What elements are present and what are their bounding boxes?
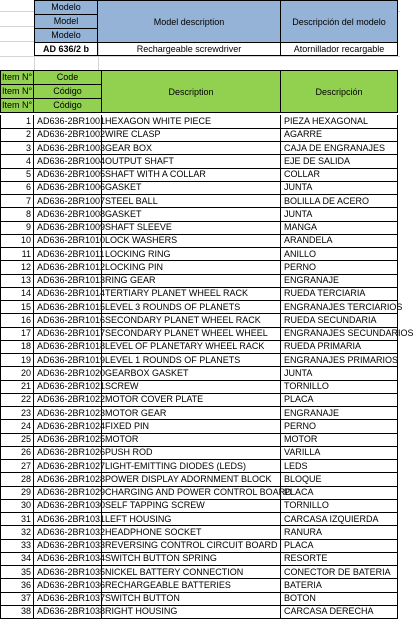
item-number-cell[interactable]: 29 — [0, 486, 34, 500]
code-cell[interactable]: AD636-2BR1038 — [34, 605, 102, 619]
item-number-cell[interactable]: 12 — [0, 261, 34, 275]
item-number-cell[interactable]: 15 — [0, 301, 34, 315]
descripcion-cell[interactable]: JUNTA — [281, 208, 398, 222]
descripcion-cell[interactable]: CONECTOR DE BATERIA — [281, 566, 398, 580]
item-number-cell[interactable]: 33 — [0, 539, 34, 553]
code-cell[interactable]: AD636-2BR1008 — [34, 208, 102, 222]
code-cell[interactable]: AD636-2BR1021 — [34, 380, 102, 394]
description-cell[interactable]: LIGHT-EMITTING DIODES (LEDS) — [102, 460, 281, 474]
description-cell[interactable]: SHAFT WITH A COLLAR — [102, 168, 281, 182]
item-number-cell[interactable]: 31 — [0, 513, 34, 527]
description-cell[interactable]: SECONDARY PLANET WHEEL WHEEL — [102, 327, 281, 341]
descripcion-cell[interactable]: PERNO — [281, 261, 398, 275]
item-number-cell[interactable]: 36 — [0, 579, 34, 593]
descripcion-cell[interactable]: RUEDA TERCIARIA — [281, 287, 398, 301]
item-number-header[interactable]: Item N° — [2, 86, 33, 96]
description-cell[interactable]: STEEL BALL — [102, 195, 281, 209]
description-cell[interactable]: PUSH ROD — [102, 446, 281, 460]
description-cell[interactable]: LEVEL 3 ROUNDS OF PLANETS — [102, 301, 281, 315]
description-cell[interactable]: SCREW — [102, 380, 281, 394]
model-description-header[interactable]: Model description — [98, 0, 281, 42]
code-cell[interactable]: AD636-2BR1023 — [34, 407, 102, 421]
item-number-cell[interactable]: 22 — [0, 393, 34, 407]
descripcion-modelo-value[interactable]: Atornillador recargable — [281, 42, 398, 56]
description-cell[interactable]: FIXED PIN — [102, 420, 281, 434]
item-number-cell[interactable]: 5 — [0, 168, 34, 182]
code-cell[interactable]: AD636-2BR1029 — [34, 486, 102, 500]
item-number-cell[interactable]: 10 — [0, 234, 34, 248]
code-cell[interactable]: AD636-2BR1028 — [34, 473, 102, 487]
item-number-cell[interactable]: 37 — [0, 592, 34, 606]
code-cell[interactable]: AD636-2BR1004 — [34, 155, 102, 169]
code-cell[interactable]: AD636-2BR1034 — [34, 552, 102, 566]
item-number-cell[interactable]: 20 — [0, 367, 34, 381]
item-number-cell[interactable]: 38 — [0, 605, 34, 619]
code-cell[interactable]: AD636-2BR1030 — [34, 499, 102, 513]
item-number-cell[interactable]: 30 — [0, 499, 34, 513]
descripcion-cell[interactable]: MANGA — [281, 221, 398, 235]
item-number-cell[interactable]: 7 — [0, 195, 34, 209]
description-cell[interactable]: SECONDARY PLANET WHEEL RACK — [102, 314, 281, 328]
item-number-cell[interactable]: 16 — [0, 314, 34, 328]
code-cell[interactable]: AD636-2BR1011 — [34, 248, 102, 262]
item-number-cell[interactable]: 21 — [0, 380, 34, 394]
item-number-cell[interactable]: 4 — [0, 155, 34, 169]
code-cell[interactable]: AD636-2BR1019 — [34, 354, 102, 368]
descripcion-cell[interactable]: PLACA — [281, 539, 398, 553]
description-cell[interactable]: RING GEAR — [102, 274, 281, 288]
item-number-cell[interactable]: 1 — [0, 115, 34, 129]
description-cell[interactable]: WIRE CLASP — [102, 128, 281, 142]
descripcion-cell[interactable]: CAJA DE ENGRANAJES — [281, 142, 398, 156]
descripcion-cell[interactable]: CARCASA DERECHA — [281, 605, 398, 619]
item-number-cell[interactable]: 24 — [0, 420, 34, 434]
description-cell[interactable]: SHAFT SLEEVE — [102, 221, 281, 235]
item-number-cell[interactable]: 11 — [0, 248, 34, 262]
code-header[interactable]: Código — [34, 84, 102, 98]
description-cell[interactable]: MOTOR — [102, 433, 281, 447]
code-cell[interactable]: AD636-2BR1033 — [34, 539, 102, 553]
code-cell[interactable]: AD636-2BR1032 — [34, 526, 102, 540]
code-cell[interactable]: AD636-2BR1006 — [34, 181, 102, 195]
code-cell[interactable]: AD636-2BR1031 — [34, 513, 102, 527]
code-cell[interactable]: AD636-2BR1024 — [34, 420, 102, 434]
code-cell[interactable]: AD636-2BR1014 — [34, 287, 102, 301]
code-cell[interactable]: AD636-2BR1037 — [34, 592, 102, 606]
item-number-cell[interactable]: 6 — [0, 181, 34, 195]
item-number-cell[interactable]: 13 — [0, 274, 34, 288]
code-cell[interactable]: AD636-2BR1003 — [34, 142, 102, 156]
item-number-cell[interactable]: 34 — [0, 552, 34, 566]
description-cell[interactable]: LOCK WASHERS — [102, 234, 281, 248]
descripcion-cell[interactable]: BOLILLA DE ACERO — [281, 195, 398, 209]
code-cell[interactable]: AD636-2BR1016 — [34, 314, 102, 328]
model-code-cell[interactable]: AD 636/2 b — [34, 42, 98, 56]
descripcion-cell[interactable]: PERNO — [281, 420, 398, 434]
item-number-cell[interactable]: 9 — [0, 221, 34, 235]
description-cell[interactable]: OUTPUT SHAFT — [102, 155, 281, 169]
item-number-cell[interactable]: 25 — [0, 433, 34, 447]
code-header[interactable]: Código — [34, 98, 102, 113]
code-cell[interactable]: AD636-2BR1001 — [34, 115, 102, 129]
descripcion-cell[interactable]: PLACA — [281, 486, 398, 500]
item-number-cell[interactable]: 14 — [0, 287, 34, 301]
item-number-cell[interactable]: 27 — [0, 460, 34, 474]
descripcion-modelo-header[interactable]: Descripción del modelo — [281, 0, 398, 42]
descripcion-cell[interactable]: ENGRANAJE — [281, 407, 398, 421]
descripcion-cell[interactable]: JUNTA — [281, 181, 398, 195]
model-description-value[interactable]: Rechargeable screwdriver — [98, 42, 281, 56]
descripcion-header[interactable]: Descripción — [281, 70, 398, 113]
code-cell[interactable]: AD636-2BR1013 — [34, 274, 102, 288]
code-cell[interactable]: AD636-2BR1018 — [34, 340, 102, 354]
description-cell[interactable]: CHARGING AND POWER CONTROL BOARD — [102, 486, 281, 500]
code-cell[interactable]: AD636-2BR1026 — [34, 446, 102, 460]
item-number-header[interactable]: Item N° — [2, 72, 33, 82]
description-cell[interactable]: HEADPHONE SOCKET — [102, 526, 281, 540]
gridline — [0, 56, 400, 57]
descripcion-cell[interactable]: BLOQUE — [281, 473, 398, 487]
descripcion-cell[interactable]: LEDS — [281, 460, 398, 474]
item-number-cell[interactable]: 19 — [0, 354, 34, 368]
descripcion-cell[interactable]: COLLAR — [281, 168, 398, 182]
code-cell[interactable]: AD636-2BR1015 — [34, 301, 102, 315]
descripcion-cell[interactable]: CARCASA IZQUIERDA — [281, 513, 398, 527]
descripcion-cell[interactable]: RUEDA PRIMARIA — [281, 340, 398, 354]
descripcion-cell[interactable]: JUNTA — [281, 367, 398, 381]
description-cell[interactable]: MOTOR COVER PLATE — [102, 393, 281, 407]
model-label-cell[interactable]: Modelo — [34, 28, 98, 42]
item-number-cell[interactable]: 26 — [0, 446, 34, 460]
item-number-cell[interactable]: 18 — [0, 340, 34, 354]
descripcion-cell[interactable]: RUEDA SECUNDARIA — [281, 314, 398, 328]
descripcion-cell[interactable]: RANURA — [281, 526, 398, 540]
descripcion-cell[interactable]: MOTOR — [281, 433, 398, 447]
code-cell[interactable]: AD636-2BR1017 — [34, 327, 102, 341]
descripcion-cell[interactable]: ENGRANAJES TERCIARIOS — [281, 301, 398, 315]
item-number-cell[interactable]: 23 — [0, 407, 34, 421]
description-cell[interactable]: LEVEL OF PLANETARY WHEEL RACK — [102, 340, 281, 354]
descripcion-cell[interactable]: TORNILLO — [281, 499, 398, 513]
code-cell[interactable]: AD636-2BR1002 — [34, 128, 102, 142]
item-number-cell[interactable]: 35 — [0, 566, 34, 580]
gridline — [0, 26, 34, 27]
descripcion-cell[interactable]: PIEZA HEXAGONAL — [281, 115, 398, 129]
descripcion-cell[interactable]: ENGRANAJES SECUNDARIOS — [281, 327, 398, 341]
description-cell[interactable]: RECHARGEABLE BATTERIES — [102, 579, 281, 593]
descripcion-cell[interactable]: VARILLA — [281, 446, 398, 460]
descripcion-cell[interactable]: RESORTE — [281, 552, 398, 566]
descripcion-cell[interactable]: ANILLO — [281, 248, 398, 262]
code-cell[interactable]: AD636-2BR1036 — [34, 579, 102, 593]
code-cell[interactable]: AD636-2BR1022 — [34, 393, 102, 407]
item-number-cell[interactable]: 2 — [0, 128, 34, 142]
gridline — [0, 41, 34, 42]
description-cell[interactable]: SWITCH BUTTON — [102, 592, 281, 606]
descripcion-cell[interactable]: ENGRANAJE — [281, 274, 398, 288]
description-cell[interactable]: RIGHT HOUSING — [102, 605, 281, 619]
descripcion-cell[interactable]: PLACA — [281, 393, 398, 407]
item-number-cell[interactable]: 28 — [0, 473, 34, 487]
description-cell[interactable]: LOCKING PIN — [102, 261, 281, 275]
description-cell[interactable]: REVERSING CONTROL CIRCUIT BOARD — [102, 539, 281, 553]
item-number-cell[interactable]: 3 — [0, 142, 34, 156]
description-cell[interactable]: HEXAGON WHITE PIECE — [102, 115, 281, 129]
description-cell[interactable]: LEVEL 1 ROUNDS OF PLANETS — [102, 354, 281, 368]
description-cell[interactable]: MOTOR GEAR — [102, 407, 281, 421]
descripcion-cell[interactable]: TORNILLO — [281, 380, 398, 394]
description-cell[interactable]: GEARBOX GASKET — [102, 367, 281, 381]
code-cell[interactable]: AD636-2BR1025 — [34, 433, 102, 447]
item-number-cell[interactable]: 17 — [0, 327, 34, 341]
code-cell[interactable]: AD636-2BR1007 — [34, 195, 102, 209]
description-cell[interactable]: NICKEL BATTERY CONNECTION — [102, 566, 281, 580]
code-header[interactable]: Code — [34, 70, 102, 84]
descripcion-cell[interactable]: EJE DE SALIDA — [281, 155, 398, 169]
description-cell[interactable]: LOCKING RING — [102, 248, 281, 262]
description-cell[interactable]: LEFT HOUSING — [102, 513, 281, 527]
description-cell[interactable]: SELF TAPPING SCREW — [102, 499, 281, 513]
descripcion-cell[interactable]: BATERIA — [281, 579, 398, 593]
description-cell[interactable]: SWITCH BUTTON SPRING — [102, 552, 281, 566]
code-cell[interactable]: AD636-2BR1020 — [34, 367, 102, 381]
descripcion-cell[interactable]: ENGRANAJES PRIMARIOS — [281, 354, 398, 368]
model-label-cell[interactable]: Model — [34, 14, 98, 28]
description-cell[interactable]: GASKET — [102, 181, 281, 195]
code-cell[interactable]: AD636-2BR1027 — [34, 460, 102, 474]
item-number-cell[interactable]: 32 — [0, 526, 34, 540]
description-cell[interactable]: POWER DISPLAY ADORNMENT BLOCK — [102, 473, 281, 487]
descripcion-cell[interactable]: BOTON — [281, 592, 398, 606]
description-cell[interactable]: GEAR BOX — [102, 142, 281, 156]
code-cell[interactable]: AD636-2BR1035 — [34, 566, 102, 580]
description-cell[interactable]: GASKET — [102, 208, 281, 222]
item-number-header[interactable]: Item N° — [0, 98, 34, 113]
descripcion-cell[interactable]: AGARRE — [281, 128, 398, 142]
model-label-cell[interactable]: Modelo — [34, 0, 98, 14]
descripcion-cell[interactable]: ARANDELA — [281, 234, 398, 248]
code-cell[interactable]: AD636-2BR1012 — [34, 261, 102, 275]
code-cell[interactable]: AD636-2BR1009 — [34, 221, 102, 235]
item-number-cell[interactable]: 8 — [0, 208, 34, 222]
description-cell[interactable]: TERTIARY PLANET WHEEL RACK — [102, 287, 281, 301]
code-cell[interactable]: AD636-2BR1010 — [34, 234, 102, 248]
description-header[interactable]: Description — [102, 70, 281, 113]
code-cell[interactable]: AD636-2BR1005 — [34, 168, 102, 182]
